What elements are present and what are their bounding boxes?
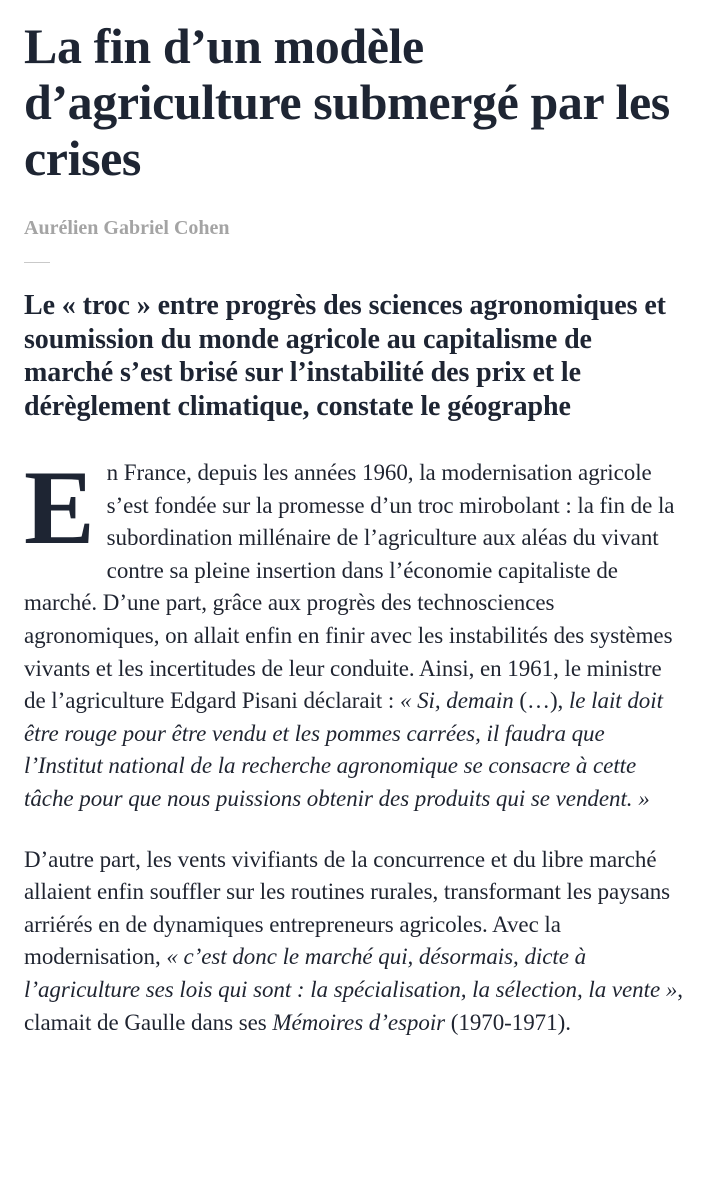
body-paragraph-2 (24, 844, 684, 1040)
paragraph-1-text: n France, depuis les années 1960, la modernisation agricole s’est fondée sur la promesse d’un troc mirobolant : la fin de la subordination millénaire de l’agriculture aux aléas du vivant contre sa pleine insertion dans l’économie capitaliste de marché. D’une part, grâce aux progrès des technosciences agronomiques, on allait enfin en finir avec les instabilités des systèmes vivants et les incertitudes de leur conduite. Ainsi, en 1961, le ministre de l’agriculture Edgard Pisani déclarait : (24, 460, 675, 714)
drop-cap: E (24, 449, 95, 566)
quote-ellipsis: (…), (513, 688, 569, 714)
article (24, 0, 684, 1039)
pisani-quote-start: « Si, demain (399, 688, 514, 714)
book-years: (1970-1971). (445, 1009, 571, 1035)
pisani-quote-end: le lait doit être rouge pour être vendu et les pommes carrées, il faudra que l’Institut national de la recherche agronomique se consacre à cette tâche pour que nous puissions obtenir des produits qui se vendent. » (24, 688, 663, 811)
separator-rule (24, 262, 50, 263)
paragraph-2-text: D’autre part, les vents vivifiants de la concurrence et du libre marché allaient enfin souffler sur les routines rurales, transformant les paysans arriérés en de dynamiques entrepreneurs agricoles. Avec la modernisation, (24, 846, 671, 970)
article-title: La fin d’un modèle d’agriculture submergé par les crises (24, 18, 670, 186)
paragraph-2-attribution: , clamait de Gaulle dans ses (24, 976, 683, 1035)
de-gaulle-quote: « c’est donc le marché qui, désormais, dicte à l’agriculture ses lois qui sont : la spécialisation, la sélection, la vente » (24, 944, 678, 1002)
body-paragraph-1 (24, 449, 684, 816)
article-standfirst: Le « troc » entre progrès des sciences agronomiques et soumission du monde agricole au capitalisme de marché s’est brisé sur l’instabilité des prix et le dérèglement climatique, constate le géographe (24, 290, 666, 422)
book-title: Mémoires d’espoir (272, 1009, 446, 1035)
author-byline[interactable]: Aurélien Gabriel Cohen (24, 217, 230, 239)
